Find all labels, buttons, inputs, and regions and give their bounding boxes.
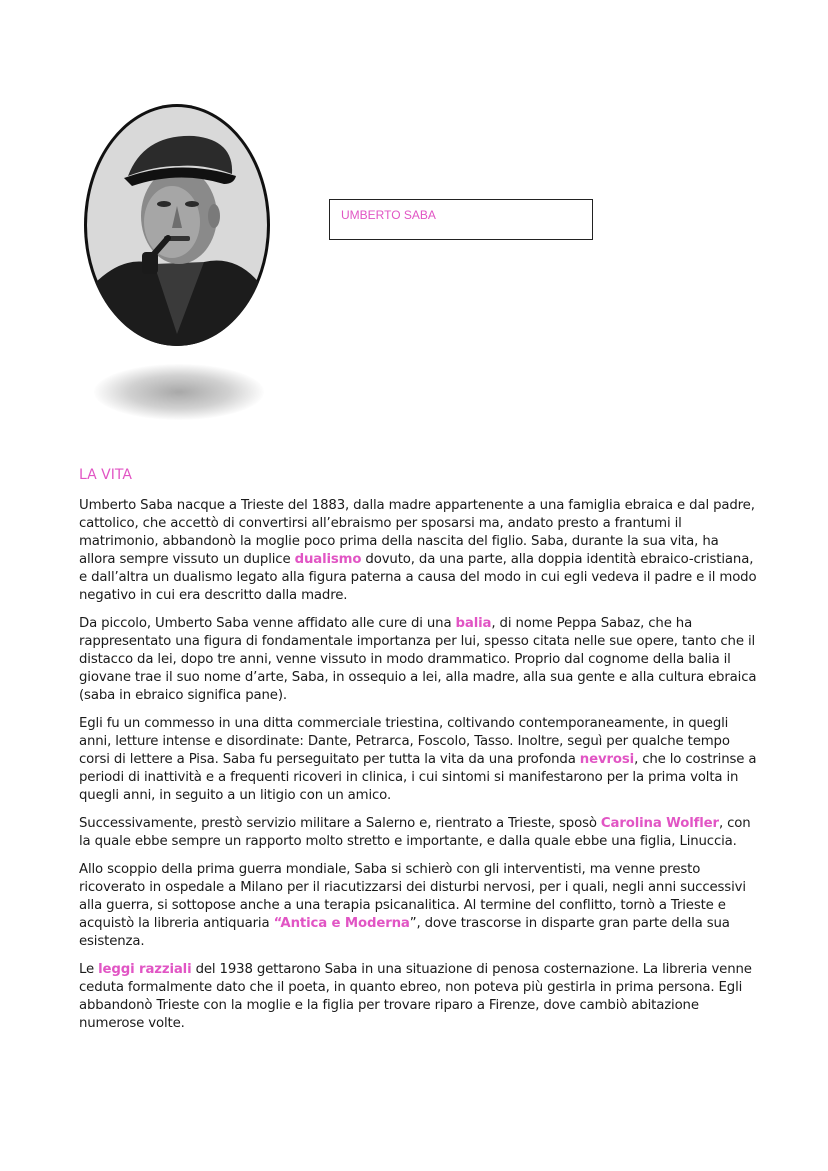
title-box <box>329 199 593 240</box>
document-title: UMBERTO SABA <box>341 208 436 222</box>
portrait <box>84 104 270 346</box>
portrait-shadow <box>94 364 264 420</box>
highlight-term: “Antica e Moderna <box>273 916 410 931</box>
body-text <box>79 497 759 1043</box>
paragraph: Allo scoppio della prima guerra mondiale, Saba si schierò con gli interventisti, ma venne presto ricoverato in ospedale a Milano per il riacutizzarsi dei disturbi nervosi, per i quali, negli anni successivi alla guerra, si sottopose anche a una terapia psicanalitica. Al termine del conflitto, tornò a Trieste e acquistò la libreria antiquaria “Antica e Moderna”, dove trascorse in disparte gran parte della sua esistenza. <box>79 862 746 949</box>
paragraph: Le leggi razziali del 1938 gettarono Saba in una situazione di penosa costernazione. La libreria venne ceduta formalmente dato che il poeta, in quanto ebreo, non poteva più gestirla in prima persona. Egli abbandonò Trieste con la moglie e la figlia per trovare riparo a Firenze, dove cambiò abitazione numerose volte. <box>79 962 752 1031</box>
paragraph: Successivamente, prestò servizio militare a Salerno e, rientrato a Trieste, sposò Carolina Wolfler, con la quale ebbe sempre un rapporto molto stretto e importante, e dalla quale ebbe una figlia, Linuccia. <box>79 816 751 849</box>
section-heading: LA VITA <box>79 467 132 483</box>
portrait-photo <box>84 104 270 346</box>
highlight-term: Carolina Wolfler <box>600 816 719 831</box>
highlight-term: dualismo <box>294 552 362 567</box>
paragraph: Egli fu un commesso in una ditta commerciale triestina, coltivando contemporaneamente, in quegli anni, letture intense e disordinate: Dante, Petrarca, Foscolo, Tasso. Inoltre, seguì per qualche tempo corsi di lettere a Pisa. Saba fu perseguitato per tutta la vita da una profonda nevrosi, che lo costrinse a periodi di inattività e a frequenti ricoveri in clinica, i cui sintomi si manifestarono per la prima volta in quegli anni, in seguito a un litigio con un amico. <box>79 716 757 803</box>
highlight-term: leggi razziali <box>98 962 192 977</box>
highlight-term: balia <box>455 616 492 631</box>
paragraph: Da piccolo, Umberto Saba venne affidato alle cure di una balia, di nome Peppa Sabaz, che ha rappresentato una figura di fondamentale importanza per lui, spesso citata nelle sue opere, tanto che il distacco da lei, dopo tre anni, venne vissuto in modo drammatico. Proprio dal cognome della balia il giovane trae il suo nome d’arte, Saba, in ossequio a lei, alla madre, alla sua gente e alla cultura ebraica (saba in ebraico significa pane). <box>79 616 757 703</box>
highlight-term: nevrosi <box>579 752 635 767</box>
portrait-illustration <box>84 104 270 346</box>
paragraph: Umberto Saba nacque a Trieste del 1883, dalla madre appartenente a una famiglia ebraica e dal padre, cattolico, che accettò di convertirsi all’ebraismo per sposarsi ma, andato presto a frantumi il matrimonio, abbandonò la moglie poco prima della nascita del figlio. Saba, durante la sua vita, ha allora sempre vissuto un duplice dualismo dovuto, da una parte, alla doppia identità ebraico-cristiana, e dall’altra un dualismo legato alla figura paterna a causa del modo in cui egli vedeva il padre e il modo negativo in cui era descritto dalla madre. <box>79 498 757 603</box>
